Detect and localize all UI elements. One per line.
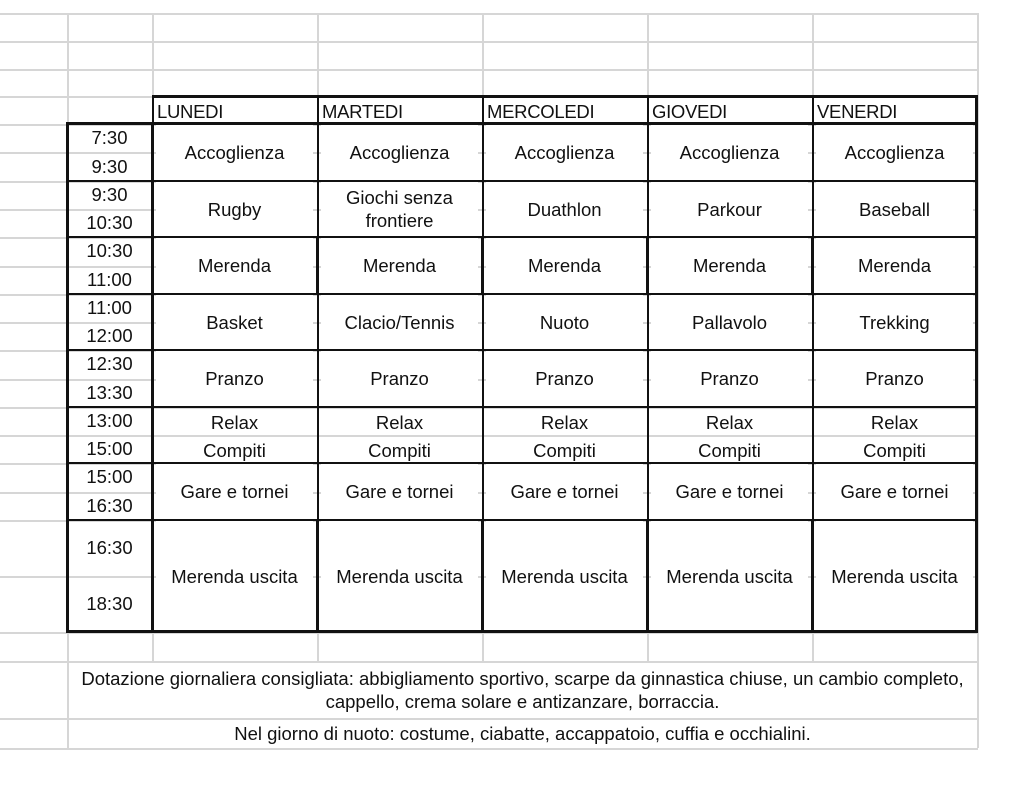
day-header-mercoledi: MERCOLEDI — [487, 101, 595, 122]
activity-cell[interactable]: Merenda — [816, 237, 973, 294]
activity-cell[interactable]: Pranzo — [651, 350, 808, 407]
activity-cell-top[interactable]: Relax — [321, 409, 478, 435]
day-column-divider-thick — [646, 520, 649, 632]
activity-cell[interactable]: Parkour — [651, 181, 808, 237]
header-border-vertical — [152, 95, 154, 125]
day-column-divider-thick — [316, 237, 319, 294]
header-border-top — [152, 95, 978, 98]
note-swim-day[interactable] — [68, 718, 977, 748]
activity-cell[interactable]: Duathlon — [486, 181, 643, 237]
activity-cell[interactable]: Merenda — [486, 237, 643, 294]
slot-divider — [66, 406, 978, 408]
activity-cell-bottom[interactable]: Compiti — [486, 437, 643, 463]
slot-divider — [66, 462, 978, 464]
activity-cell[interactable]: Pallavolo — [651, 294, 808, 350]
table-border-top — [66, 122, 978, 125]
day-column-divider-thick — [811, 520, 814, 632]
time-end: 12:00 — [86, 325, 133, 346]
activity-cell-top[interactable]: Relax — [156, 409, 313, 435]
activity-cell[interactable]: Gare e tornei — [321, 463, 478, 520]
activity-cell[interactable]: Trekking — [816, 294, 973, 350]
header-border-vertical — [317, 95, 319, 125]
table-border-right — [975, 95, 978, 633]
day-column-divider-thick — [811, 237, 814, 294]
activity-cell-top[interactable]: Relax — [486, 409, 643, 435]
activity-cell[interactable]: Basket — [156, 294, 313, 350]
activity-cell[interactable]: Gare e tornei — [651, 463, 808, 520]
time-start: 16:30 — [86, 537, 133, 558]
activity-cell[interactable]: Merenda uscita — [321, 520, 478, 632]
time-end: 11:00 — [87, 268, 132, 290]
activity-cell[interactable]: Giochi senza frontiere — [321, 181, 478, 237]
activity-cell[interactable]: Merenda — [321, 237, 478, 294]
activity-cell[interactable]: Pranzo — [321, 350, 478, 407]
time-end: 9:30 — [91, 155, 128, 177]
time-start: 10:30 — [86, 240, 133, 262]
header-border-vertical — [812, 95, 814, 125]
activity-cell[interactable]: Gare e tornei — [486, 463, 643, 520]
time-end: 16:30 — [86, 494, 133, 516]
gridline-horizontal — [0, 13, 978, 15]
activity-cell[interactable]: Clacio/Tennis — [321, 294, 478, 350]
time-column-border — [151, 122, 154, 633]
activity-cell[interactable]: Pranzo — [156, 350, 313, 407]
activity-cell[interactable]: Merenda — [651, 237, 808, 294]
table-border-left — [66, 122, 69, 633]
activity-cell[interactable]: Pranzo — [486, 350, 643, 407]
activity-cell[interactable]: Pranzo — [816, 350, 973, 407]
time-start: 7:30 — [91, 127, 128, 149]
activity-cell[interactable]: Merenda uscita — [651, 520, 808, 632]
activity-cell-bottom[interactable]: Compiti — [651, 437, 808, 463]
day-header-venerdi: VENERDI — [817, 101, 898, 122]
day-header-martedi: MARTEDI — [322, 101, 403, 122]
activity-cell[interactable]: Nuoto — [486, 294, 643, 350]
activity-cell[interactable]: Accoglienza — [816, 124, 973, 181]
time-end: 13:30 — [86, 381, 133, 403]
slot-divider — [66, 519, 978, 521]
activity-cell[interactable]: Accoglienza — [156, 124, 313, 181]
time-start: 11:00 — [87, 297, 132, 318]
gridline-horizontal — [0, 69, 978, 71]
slot-divider — [66, 349, 978, 351]
day-header-lunedi: LUNEDI — [157, 101, 224, 122]
activity-cell[interactable]: Gare e tornei — [816, 463, 973, 520]
header-border-vertical — [482, 95, 484, 125]
time-end: 15:00 — [86, 438, 133, 459]
slot-divider — [66, 236, 978, 238]
activity-cell[interactable]: Rugby — [156, 181, 313, 237]
gridline-horizontal — [0, 41, 978, 43]
time-start: 9:30 — [91, 184, 128, 205]
time-start: 12:30 — [86, 353, 133, 375]
activity-cell-bottom[interactable]: Compiti — [816, 437, 973, 463]
gridline-horizontal — [0, 748, 978, 750]
activity-cell[interactable]: Merenda — [156, 237, 313, 294]
time-end: 18:30 — [86, 593, 133, 614]
day-header-giovedi: GIOVEDI — [652, 101, 727, 122]
activity-cell[interactable]: Merenda uscita — [156, 520, 313, 632]
activity-cell[interactable]: Merenda uscita — [486, 520, 643, 632]
day-column-divider-thick — [481, 520, 484, 632]
note-equipment[interactable] — [75, 662, 970, 717]
slot-divider — [66, 180, 978, 182]
activity-cell-bottom[interactable]: Compiti — [156, 437, 313, 463]
activity-cell[interactable]: Accoglienza — [651, 124, 808, 181]
activity-cell-bottom[interactable]: Compiti — [321, 437, 478, 463]
activity-cell[interactable]: Accoglienza — [321, 124, 478, 181]
activity-cell[interactable]: Gare e tornei — [156, 463, 313, 520]
activity-cell[interactable]: Accoglienza — [486, 124, 643, 181]
time-start: 15:00 — [86, 466, 133, 488]
activity-cell[interactable]: Merenda uscita — [816, 520, 973, 632]
header-border-vertical — [647, 95, 649, 125]
day-column-divider-thick — [316, 520, 319, 632]
day-column-divider-thick — [481, 237, 484, 294]
activity-cell-top[interactable]: Relax — [651, 409, 808, 435]
time-end: 10:30 — [86, 212, 133, 233]
time-start: 13:00 — [86, 410, 133, 431]
day-column-divider-thick — [646, 237, 649, 294]
note-equipment-text: Dotazione giornaliera consigliata: abbigliamento sportivo, scarpe da ginnastica chiuse, un cambio completo, cappello, crema solare e antizanzare, borraccia. — [81, 667, 964, 712]
activity-cell[interactable]: Baseball — [816, 181, 973, 237]
table-border-bottom — [66, 630, 978, 633]
activity-cell-top[interactable]: Relax — [816, 409, 973, 435]
note-swim-day-text: Nel giorno di nuoto: costume, ciabatte, accappatoio, cuffia e occhialini. — [234, 722, 811, 744]
slot-divider — [66, 293, 978, 295]
